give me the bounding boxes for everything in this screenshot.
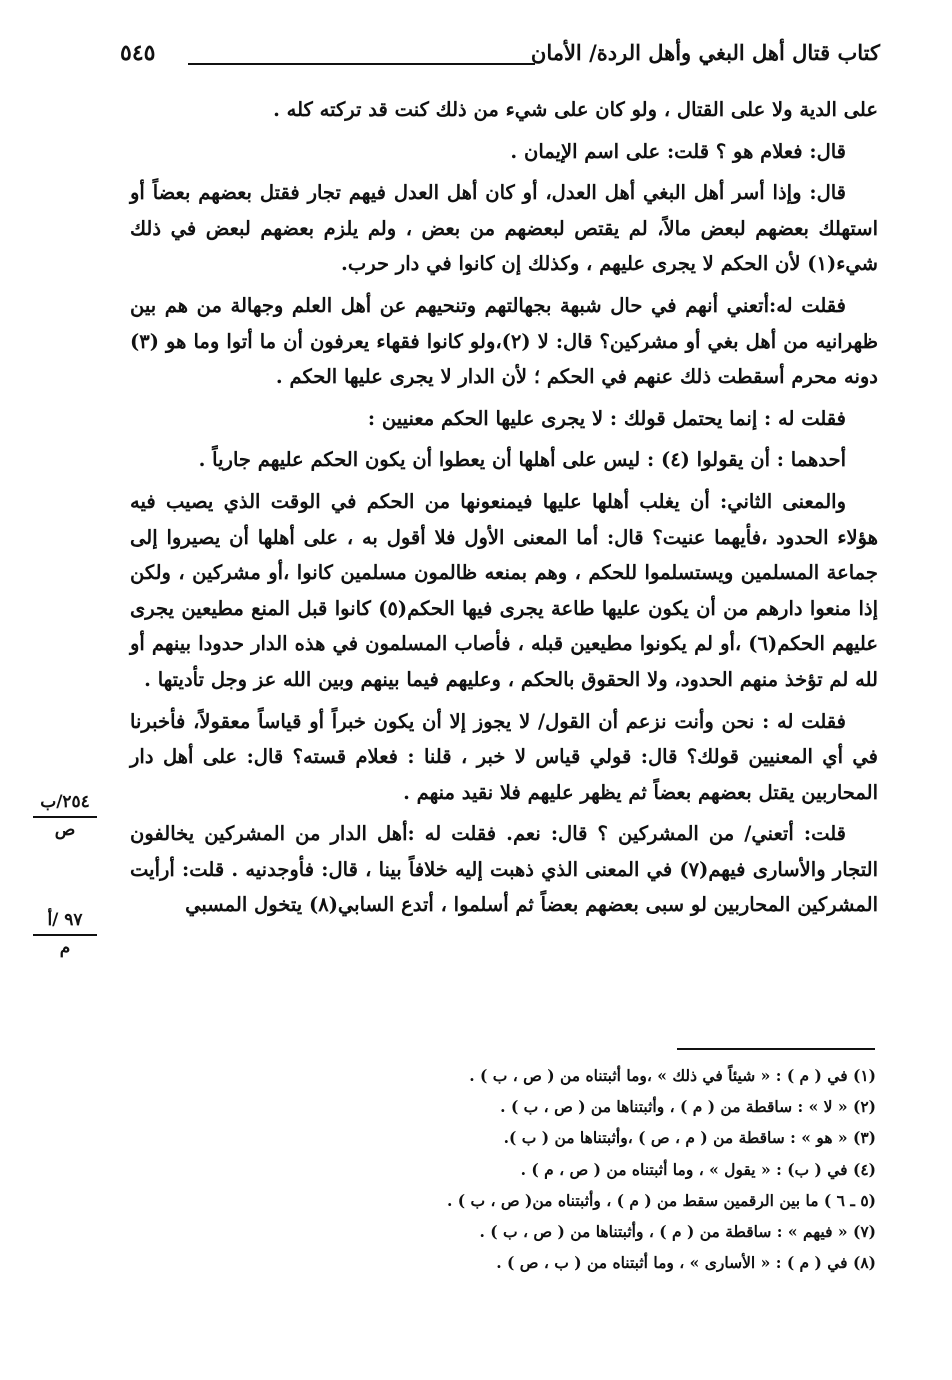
paragraph: قال: وإذا أسر أهل البغي أهل العدل، أو كان أهل العدل فيهم تجار فقتل بعضهم بعضاً أو استهلك بعضهم لبعض مالاً، لم يقتص لبعضهم من بعض ، ولم يلزم بعضهم لبعض في ذلك شيء(١) لأن الحكم لا يجرى عليهم ، وكذلك إن كانوا في دار حرب. [130, 181, 878, 276]
paragraph: فقلت له : إنما يحتمل قولك : لا يجرى عليها الحكم معنيين : [367, 406, 846, 430]
running-header [120, 40, 880, 80]
footnote-separator [677, 1048, 875, 1050]
margin-note-manuscript: م [59, 938, 71, 958]
footnotes [447, 1060, 876, 1278]
main-text [130, 92, 878, 929]
footnote: (٣) « هو » : ساقطة من ( م ، ص ) ،وأثبتناها من ( ب ). [503, 1128, 876, 1148]
page-number: ٥٤٥ [120, 40, 156, 66]
paragraph: فقلت له : نحن وأنت نزعم أن القول/ لا يجوز إلا أن يكون خبراً أو قياساً معقولاً، فأخبرنا في أي المعنيين قولك؟ قال: قولي قياس لا خبر ، قلنا : فعلام قسته؟ قال: على أهل دار المحاربين يقتل بعضهم بعضاً ثم يظهر عليهم فلا نقيد منهم . [130, 709, 878, 804]
margin-note [20, 908, 110, 960]
footnote: (٢) « لا » : ساقطة من ( م ) ، وأثبتناها من ( ص ، ب ) . [500, 1097, 876, 1117]
paragraph: قال: فعلام هو ؟ قلت: على اسم الإيمان . [510, 139, 846, 163]
chapter-title: كتاب قتال أهل البغي وأهل الردة/ الأمان [530, 40, 880, 65]
paragraph: على الدية ولا على القتال ، ولو كان على شيء من ذلك كنت قد تركته كله . [273, 98, 878, 121]
margin-note-manuscript: ص [54, 820, 76, 840]
footnote: (٥ ـ ٦ ) ما بين الرقمين سقط من ( م ) ، وأثبتناه من( ص ، ب ) . [446, 1190, 876, 1210]
paragraph: قلت: أتعني/ من المشركين ؟ قال: نعم. فقلت له :أهل الدار من المشركين يخالفون التجار والأسارى فيهم(٧) في المعنى الذي ذهبت إليه خلافاً بينا ، قال: فأوجدنيه . قلت: أرأيت المشركين المحاربين لو سبى بعضهم بعضاً ثم أسلموا ، أتدع السابي(٨) يتخول المسبي [130, 822, 878, 917]
paragraph: والمعنى الثاني: أن يغلب أهلها عليها فيمنعونها من الحكم في الوقت الذي يصيب فيه هؤلاء الحدود ،فأيهما عنيت؟ قال: أما المعنى الأول فلا أقول به ، على أهلها أن يصيروا إلى جماعة المسلمين ويستسلموا للحكم ، وهم بمنعه ظالمون مسلمين كانوا ،أو مشركين ، ولكن إذا منعوا دارهم من أن يكون عليها طاعة يجرى فيها الحكم(٥) كانوا قبل المنع مطيعين يجرى عليهم الحكم(٦) ،أو لم يكونوا مطيعين قبله ، فأصاب المسلمون في هذه الدار حدودا بينهم أو لله لم تؤخذ منهم الحدود، ولا الحقوق بالحكم ، وعليهم فيما بينهم وبين الله عز وجل تأديتها . [130, 489, 878, 691]
margin-note-folio: ٢٥٤/ب [40, 792, 90, 812]
paragraph: أحدهما : أن يقولوا (٤) : ليس على أهلها أن يعطوا أن يكون الحكم عليهم جارياً . [198, 448, 846, 472]
header-rule [188, 63, 535, 65]
paragraph: فقلت له:أتعني أنهم في حال شبهة بجهالتهم وتنحيهم عن أهل العلم وجهالة من هم بين ظهرانيه من أهل بغي أو مشركين؟ قال: لا (٢)،ولو كانوا فقهاء يعرفون أن ما أتوا وما هو (٣) دونه محرم أسقطت ذلك عنهم في الحكم ؛ لأن الدار لا يجرى عليها الحكم . [130, 293, 878, 389]
footnote: (٨) في ( م ) : « الأسارى » ، وما أثبتناه من ( ب ، ص ) . [496, 1253, 876, 1273]
margin-note-folio: ٩٧ /أ [47, 910, 83, 930]
footnote: (٧) « فيهم » : ساقطة من ( م ) ، وأثبتناها من ( ص ، ب ) . [479, 1222, 876, 1242]
footnote: (١) في ( م ) : « شيئاً في ذلك » ،وما أثبتناه من ( ص ، ب ) . [469, 1066, 876, 1085]
margin-note [20, 790, 110, 842]
footnote: (٤) في ( ب) : « يقول » ، وما أثبتناه من ( ص ، م ) . [520, 1159, 876, 1179]
